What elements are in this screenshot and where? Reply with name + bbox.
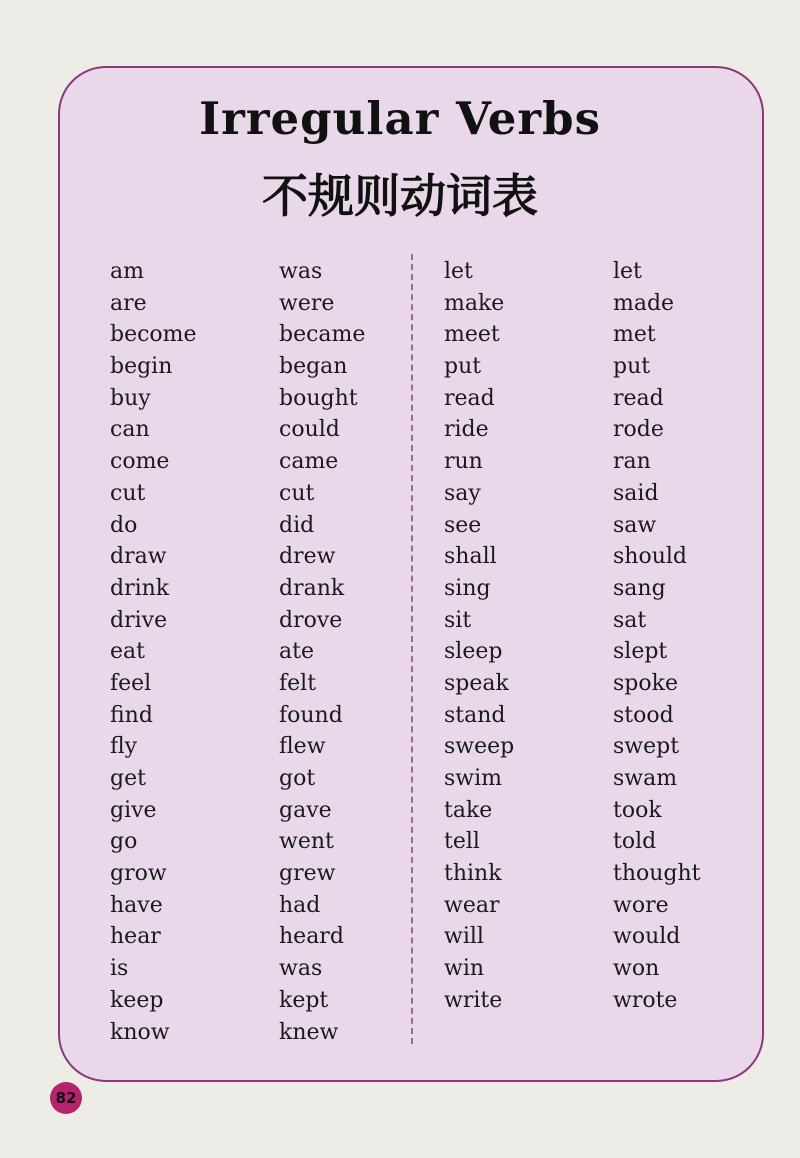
verb-cell: drive [110,607,168,633]
verb-cell: will [444,924,484,950]
verb-cell: go [110,829,138,855]
verb-cell: saw [613,512,657,538]
verb-cell: swam [613,766,678,791]
verb-cell: speak [444,670,509,696]
verb-cell: draw [110,544,167,570]
verb-cell: gave [279,797,332,823]
page-title-chinese: 不规则动词表 [262,169,538,223]
verb-cell: was [279,259,323,284]
verb-cell: begin [110,354,173,380]
verb-cell: hear [110,924,161,950]
verb-cell: ride [444,417,489,443]
verb-cell: sing [444,575,491,601]
verb-cell: can [110,417,150,443]
verb-cell: eat [110,639,145,665]
verb-cell: swept [613,734,680,760]
verb-cell: ate [279,639,314,665]
verb-cell: wore [613,892,669,918]
verb-cell: kept [279,987,329,1013]
verb-cell: made [613,290,675,316]
verb-cell: knew [279,1019,339,1045]
verb-cell: let [444,259,473,284]
verb-cell: take [444,797,493,823]
verb-cell: went [279,829,334,855]
verb-cell: bought [279,385,358,411]
verb-cell: ran [613,449,651,475]
verb-cell: drew [279,544,336,570]
verb-cell: put [444,354,482,380]
verb-cell: say [444,480,481,506]
verb-cell: run [444,449,483,475]
verb-cell: won [613,956,660,982]
verb-cell: were [279,290,335,316]
verb-cell: grow [110,861,167,887]
verb-cell: win [444,956,485,982]
right-base-verb-column [444,256,514,1017]
verb-cell: have [110,892,163,918]
verb-cell: said [613,480,659,506]
verb-cell: grew [279,861,336,887]
verb-cell: is [110,956,129,982]
verb-cell: give [110,797,157,823]
verb-cell: come [110,449,170,475]
verb-cell: sit [444,607,472,633]
verb-cell: sweep [444,734,515,760]
page-title-english: Irregular Verbs [199,92,601,145]
verb-cell: stood [613,702,674,728]
verb-cell: buy [110,385,151,411]
verb-cell: came [279,449,339,475]
verb-cell: read [444,385,495,411]
verb-cell: should [613,544,687,570]
verb-cell: put [613,354,651,380]
verb-cell: rode [613,417,664,443]
verb-cell: began [279,354,348,380]
verb-cell: was [279,956,323,982]
left-base-verb-column [110,256,197,1048]
verb-cell: are [110,290,147,316]
left-past-verb-column [279,256,365,1048]
verb-cell: did [279,512,315,538]
verb-cell: met [613,322,656,348]
verb-cell: drink [110,575,170,601]
verb-cell: found [279,702,343,728]
verb-cell: read [613,385,664,411]
verb-cell: heard [279,924,344,950]
verb-cell: wear [444,892,500,918]
verb-cell: fly [110,734,138,760]
verb-cell: do [110,512,138,538]
verb-cell: stand [444,702,506,728]
verb-cell: drank [279,575,345,601]
verb-cell: tell [444,829,480,855]
verb-cell: flew [279,734,326,760]
verb-cell: cut [279,480,315,506]
verb-cell: sat [613,607,647,633]
verb-cell: had [279,892,321,918]
verb-cell: told [613,829,657,855]
verb-cell: would [613,924,681,950]
right-past-verb-column [613,256,701,1017]
verb-cell: keep [110,987,164,1013]
verb-cell: feel [110,670,152,696]
verb-cell: slept [613,639,668,665]
verb-cell: could [279,417,340,443]
verb-cell: see [444,512,482,538]
verb-cell: meet [444,322,500,348]
verb-cell: drove [279,607,343,633]
verb-cell: think [444,861,502,887]
verb-cell: sleep [444,639,503,665]
verb-cell: got [279,766,316,791]
verb-cell: cut [110,480,146,506]
verb-cell: know [110,1019,170,1045]
verb-cell: took [613,797,662,823]
verb-cell: am [110,259,144,284]
verb-cell: find [110,702,153,728]
verb-cell: became [279,322,366,348]
verb-cell: let [613,259,642,284]
verb-cell: spoke [613,670,678,696]
verb-cell: shall [444,544,497,570]
verb-cell: write [444,987,503,1013]
verb-cell: get [110,766,146,791]
verb-cell: wrote [613,987,678,1013]
column-divider [411,254,413,1044]
page-number-badge: 82 [50,1082,82,1114]
verb-cell: swim [444,766,503,791]
verb-cell: make [444,290,505,316]
verb-cell: sang [613,575,666,601]
verb-cell: thought [613,861,701,887]
verb-cell: felt [279,670,317,696]
verb-cell: become [110,322,197,348]
